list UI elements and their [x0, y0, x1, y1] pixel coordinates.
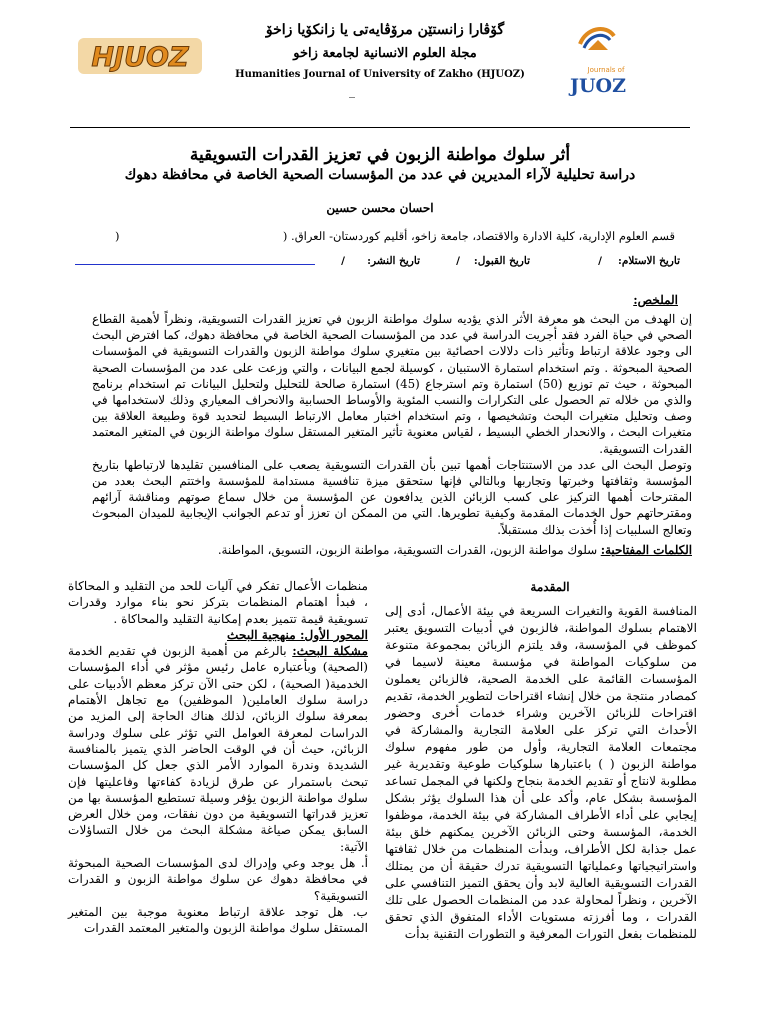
left-paragraph-1: منظمات الأعمال تفكر في آليات للحد من التقليد و المحاكاة ، فبدأ اهتمام المنظمات بتركز نحو بناء موارد وقدرات تسويقية قيمة تتميز بعدم إمكانية التقليد والمحاكاة . — [68, 579, 368, 626]
introduction-text: المنافسة القوية والتغيرات السريعة في بيئة الأعمال، أدى إلى الاهتمام بسلوك المواطنة، فالزبون في أدبيات التسويق يعتبر كموظف في المؤسسة، وقد يلتزم الزبائن بمجموعة متنوعة من سلوكيات المواطنة في مؤسسة معينة لاسيما في المؤسسات القائمة على الخدمة الصحية، فالزبائن يعملون كمصادر منتجة من خلال إنشاء اقتراحات لتطوير الخدمة، تقديم اقتراحات للزبائن الآخرين وشراء خدمات أخرى وحضور الأحداث التي تركز على العلامة التجارية والمشاركة في مجتمعات العلامة التجارية، وأول من طور مفهوم سلوك مواطنة الزبون ( ) باعتبارها سلوكيات طوعية وتقديرية غير مطلوبة لانتاج أو تقديم الخدمة بنجاح ولكنها في المجمل تساعد المؤسسة بشكل عام، وأكد على أن هذا السلوك يؤثر بشكل إيجابي على أداء الأطراف المشاركة في بيئة الخدمة، موظفوا الخدمة، المؤسسة وحتى الزبائن الآخرين يمكنهم خلق بيئة عمل جذابة لكل الأطراف، وبدأت المنظمات من خلال ثقافتها واستراتيجياتها وعملياتها التسويقية تدرك حقيقة أن من يمتلك القدرات التسويقية العالية لابد وأن يحقق التميز التنافسي على الآخرين ، ونظراً لمحاولة عدد من المنظمات الحصول على تلك القدرات ، وما أفرزته مستويات الأداء المتفوق الذي تحقق للمنظمات بفعل التورات المعرفية و التطورات التقنية بدأت — [385, 604, 697, 941]
abstract-body — [92, 311, 692, 538]
published-value: / — [341, 255, 345, 267]
hjuoz-logo — [78, 30, 202, 82]
received-label: تاريخ الاستلام: — [617, 255, 680, 267]
doi-underline — [75, 264, 315, 265]
header-divider — [70, 127, 690, 128]
accepted-value: / — [456, 255, 460, 267]
journal-title-english: Humanities Journal of University of Zakho (HJUOZ) — [235, 69, 525, 80]
problem-text: بالرغم من أهمية الزبون في تقديم الخدمة (الصحية) وبأعتباره عامل رئيس مؤثر في أداء المؤسسات الخدمية( الصحية) ، لكن حتى الآن تركز معظم الأدبيات على دراسة سلوك العاملين( الموظفين) مع تجاهل الأهتمام بمعرفة سلوك الزبائن، لذلك هناك الحاجة إلى المزيد من الدراسات لمعرفة العوامل التي تؤثر على سلوك ودراسة الزبائن، حيث أن في الوقت الحاضر الذي يتميز بالمنافسة الشديدة وندرة الموارد الأمر الذي جعل كل المؤسسات تبحث باستمرار عن طرق لزيادة كفاءتها وفاعليتها فإن سلوك مواطنة الزبون يؤفر وسيلة تستطيع المؤسسة بها من تعزيز قدراتها التسويقية من دون نفقات، ومن خلال العرض السابق يمكن صياغة مشكلة البحث من خلال التساؤلات الآتية: — [68, 644, 368, 854]
affiliation-text: قسم العلوم الإدارية، كلية الادارة والاقتصاد، جامعة زاخو، أقليم كوردستان- العراق. ( — [282, 229, 675, 243]
section-heading: المحور الأول: منهجية البحث — [226, 627, 368, 642]
abstract-paragraph-1: إن الهدف من البحث هو معرفة الأثر الذي يؤديه سلوك مواطنة الزبون في تعزيز القدرات التسويقية، ونظراً لأهمية القطاع الصحي في حياة الفرد فقد أجريت الدراسة في عدد من المؤسسات الصحية الخاصة في محافظة دهوك، كما افترض البحث الى وجود علاقة ارتباط وتأثير ذات دلالات احصائية بين متغيري سلوك مواطنة الزبون والقدرات التسويقية في المؤسسات الصحية المبحوثة . وتم استخدام استمارة الاستبيان ، كوسيلة لجمع البيانات ، والتي وزعت على عدد من المؤسسات الصحية المبحوثة ، حيث تم توزيع (50) استمارة وتم استرجاع (45) استمارة صالحة للتحليل ولتحليل البيانات تم استخدام برنامج والذي من خلاله تم الحصول على التكرارات والنسب المئوية والأوساط الحسابية والانحراف المعياري وذلك لاستخدامها في وصف وتحليل متغيرات البحث وتشخيصها ، وتم استخدام اختبار معامل الارتباط البسيط لتحديد قوة وطبيعة العلاقة بين متغيرات البحث ، والانحدار الخطي البسيط ، لقياس معنوية تأثير المتغير المستقل سلوك مواطنة الزبون في المتغير المعتمد القدرات التسويقية. — [92, 312, 693, 456]
affiliation-close: ) — [115, 229, 120, 243]
keywords-text: سلوك مواطنة الزبون، القدرات التسويقية، مواطنة الزبون، التسويق، المواطنة. — [217, 543, 597, 557]
article-subtitle: دراسة تحليلية لآراء المديرين في عدد من المؤسسات الصحية الخاصة في محافظة دهوك — [124, 167, 636, 183]
introduction-column — [385, 603, 697, 943]
published-label: تاريخ النشر: — [367, 255, 420, 267]
logo-small-text: Journals of — [587, 66, 625, 74]
journal-title-arabic: مجلة العلوم الانسانية لجامعة زاخو — [293, 46, 477, 61]
problem-paragraph — [68, 643, 368, 855]
article-title: أثر سلوك مواطنة الزبون في تعزيز القدرات التسويقية — [189, 145, 571, 165]
abstract-heading: الملخص: — [633, 293, 678, 307]
journal-title-kurdish: گۆڤارا زانستێن مرۆڤایەتی یا زانکۆیا زاخۆ — [265, 22, 505, 38]
keywords-label: الكلمات المفتاحية: — [600, 543, 692, 557]
juoz-logo — [558, 22, 636, 100]
logo-text: HJUOZ — [91, 42, 189, 73]
abstract-paragraph-2: وتوصل البحث الى عدد من الاستنتاجات أهمها تبين بأن القدرات التسويقية يصعب على المنافسين تقليدها لارتباطها بتاريخ المؤسسة وثقافتها وخبرتها وتجاربها وبالتالي فإنها ستحقق ميزة تنافسية مستدامة للمؤسسة واختتم البحث بعدد من المقترحات أهمها التركيز على كسب الزبائن الذين يدافعون عن المؤسسة من خلال سماع صوتهم ومناقشة آرائهم ومقترحاتهم حول الخدمات المقدمة وكيفية تطويرها. التي من الممكن ان تعزز أو تدعم الجوانب الإيجابية للميدان المبحوث وتعالج السلبيات إذا أُخذت بذلك مستقبلاً. — [92, 457, 692, 537]
received-value: / — [598, 255, 602, 267]
introduction-heading: المقدمة — [530, 580, 570, 594]
keywords-line — [92, 543, 692, 557]
problem-label: مشكلة البحث: — [292, 644, 369, 659]
left-column — [68, 578, 368, 937]
accepted-label: تاريخ القبول: — [473, 255, 530, 267]
header-dash: _ — [349, 84, 355, 98]
question-1: أ. هل يوجد وعي وإدراك لدى المؤسسات الصحية المبحوثة في محافظة دهوك عن سلوك مواطنة الزبون و القدرات التسويقية؟ — [68, 856, 368, 903]
logo-text: JUOZ — [570, 75, 626, 97]
question-2: ب. هل توجد علاقة ارتباط معنوية موجبة بين المتغير المستقل سلوك مواطنة الزبون والمتغير المعتمد القدرات — [68, 904, 368, 936]
author-name: احسان محسن حسين — [326, 201, 434, 215]
